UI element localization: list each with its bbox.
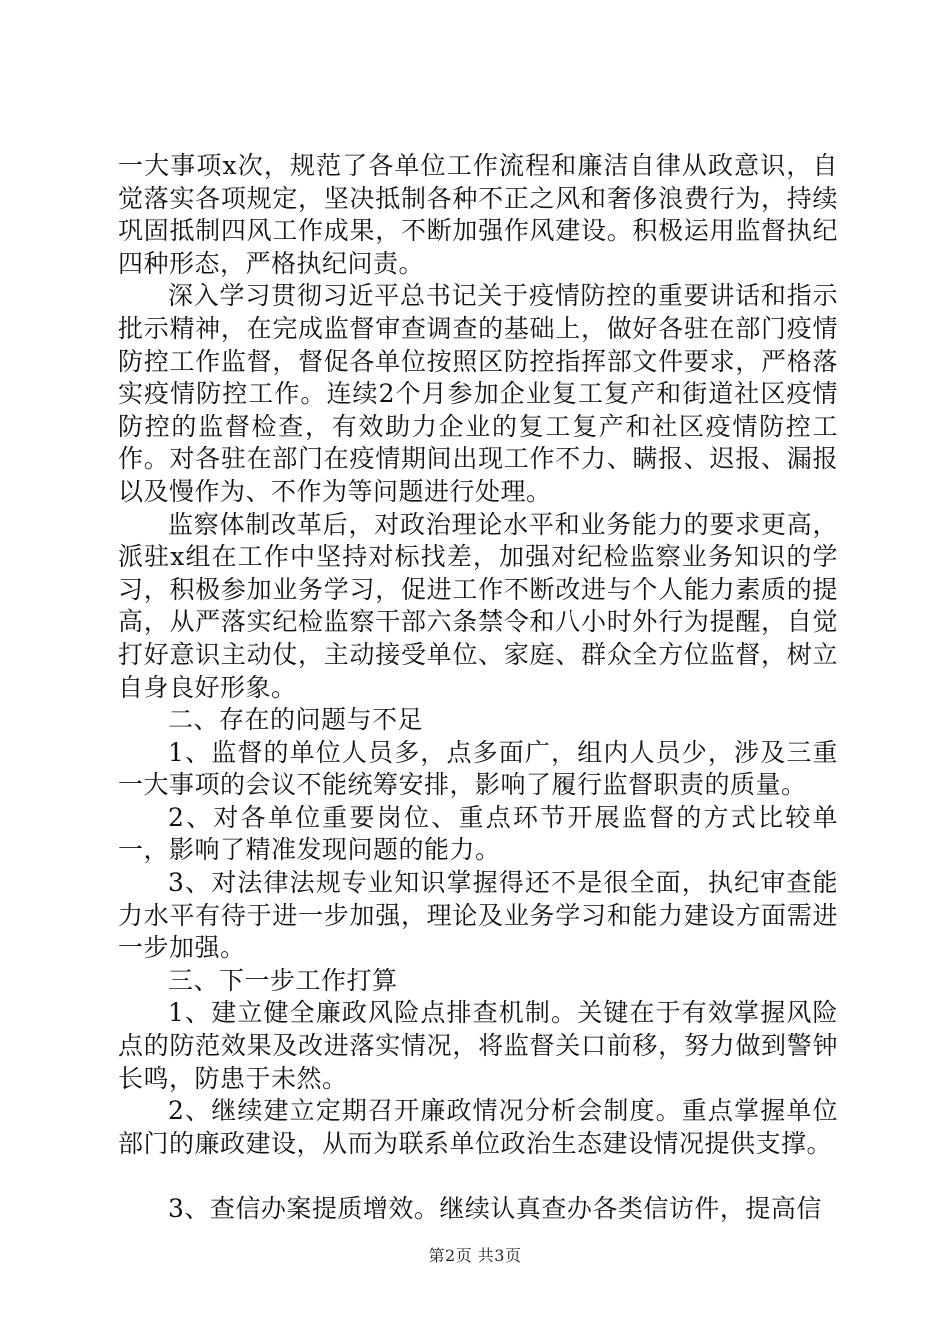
plan-item-3: 3、查信办案提质增效。继续认真查办各类信访件，提高信 bbox=[168, 1194, 822, 1224]
problem-item-3: 3、对法律法规专业知识掌握得还不是很全面，执纪审查能力水平有待于进一步加强，理论及业务学习和能力建设方面需进一步加强。 bbox=[118, 868, 838, 963]
paragraph-continuation: 一大事项x次，规范了各单位工作流程和廉洁自律从政意识，自觉落实各项规定，坚决抵制各种不正之风和奢侈浪费行为，持续巩固抵制四风工作成果，不断加强作风建设。积极运用监督执纪四种形态，严格执纪问责。 bbox=[118, 151, 838, 278]
document-body bbox=[118, 150, 838, 1226]
section-heading-problems: 二、存在的问题与不足 bbox=[168, 705, 424, 735]
problem-item-1: 1、监督的单位人员多，点多面广，组内人员少，涉及三重一大事项的会议不能统筹安排，影响了履行监督职责的质量。 bbox=[118, 737, 838, 800]
plan-item-2: 2、继续建立定期召开廉政情况分析会制度。重点掌握单位部门的廉政建设，从而为联系单位政治生态建设情况提供支撑。 bbox=[118, 1096, 838, 1158]
paragraph-epidemic-supervision: 深入学习贯彻习近平总书记关于疫情防控的重要讲话和指示批示精神，在完成监督审查调查的基础上，做好各驻在部门疫情防控工作监督，督促各单位按照区防控指挥部文件要求，严格落实疫情防控工作。连续2个月参加企业复工复产和街道社区疫情防控的监督检查，有效助力企业的复工复产和社区疫情防控工作。对各驻在部门在疫情期间出现工作不力、瞒报、迟报、漏报以及慢作为、不作为等问题进行处理。 bbox=[118, 281, 838, 506]
plan-item-1: 1、建立健全廉政风险点排查机制。关键在于有效掌握风险点的防范效果及改进落实情况，将监督关口前移，努力做到警钟长鸣，防患于未然。 bbox=[118, 998, 838, 1093]
page-number-footer: 第2页 共3页 bbox=[428, 1246, 522, 1265]
problem-item-2: 2、对各单位重要岗位、重点环节开展监督的方式比较单一，影响了精准发现问题的能力。 bbox=[118, 802, 838, 865]
section-heading-next-steps: 三、下一步工作打算 bbox=[168, 965, 398, 995]
paragraph-self-improvement: 监察体制改革后，对政治理论水平和业务能力的要求更高，派驻x组在工作中坚持对标找差，加强对纪检监察业务知识的学习，积极参加业务学习，促进工作不断改进与个人能力素质的提高，从严落实纪检监察干部六条禁令和八小时外行为提醒，自觉打好意识主动仗，主动接受单位、家庭、群众全方位监督，树立自身良好形象。 bbox=[118, 509, 838, 702]
